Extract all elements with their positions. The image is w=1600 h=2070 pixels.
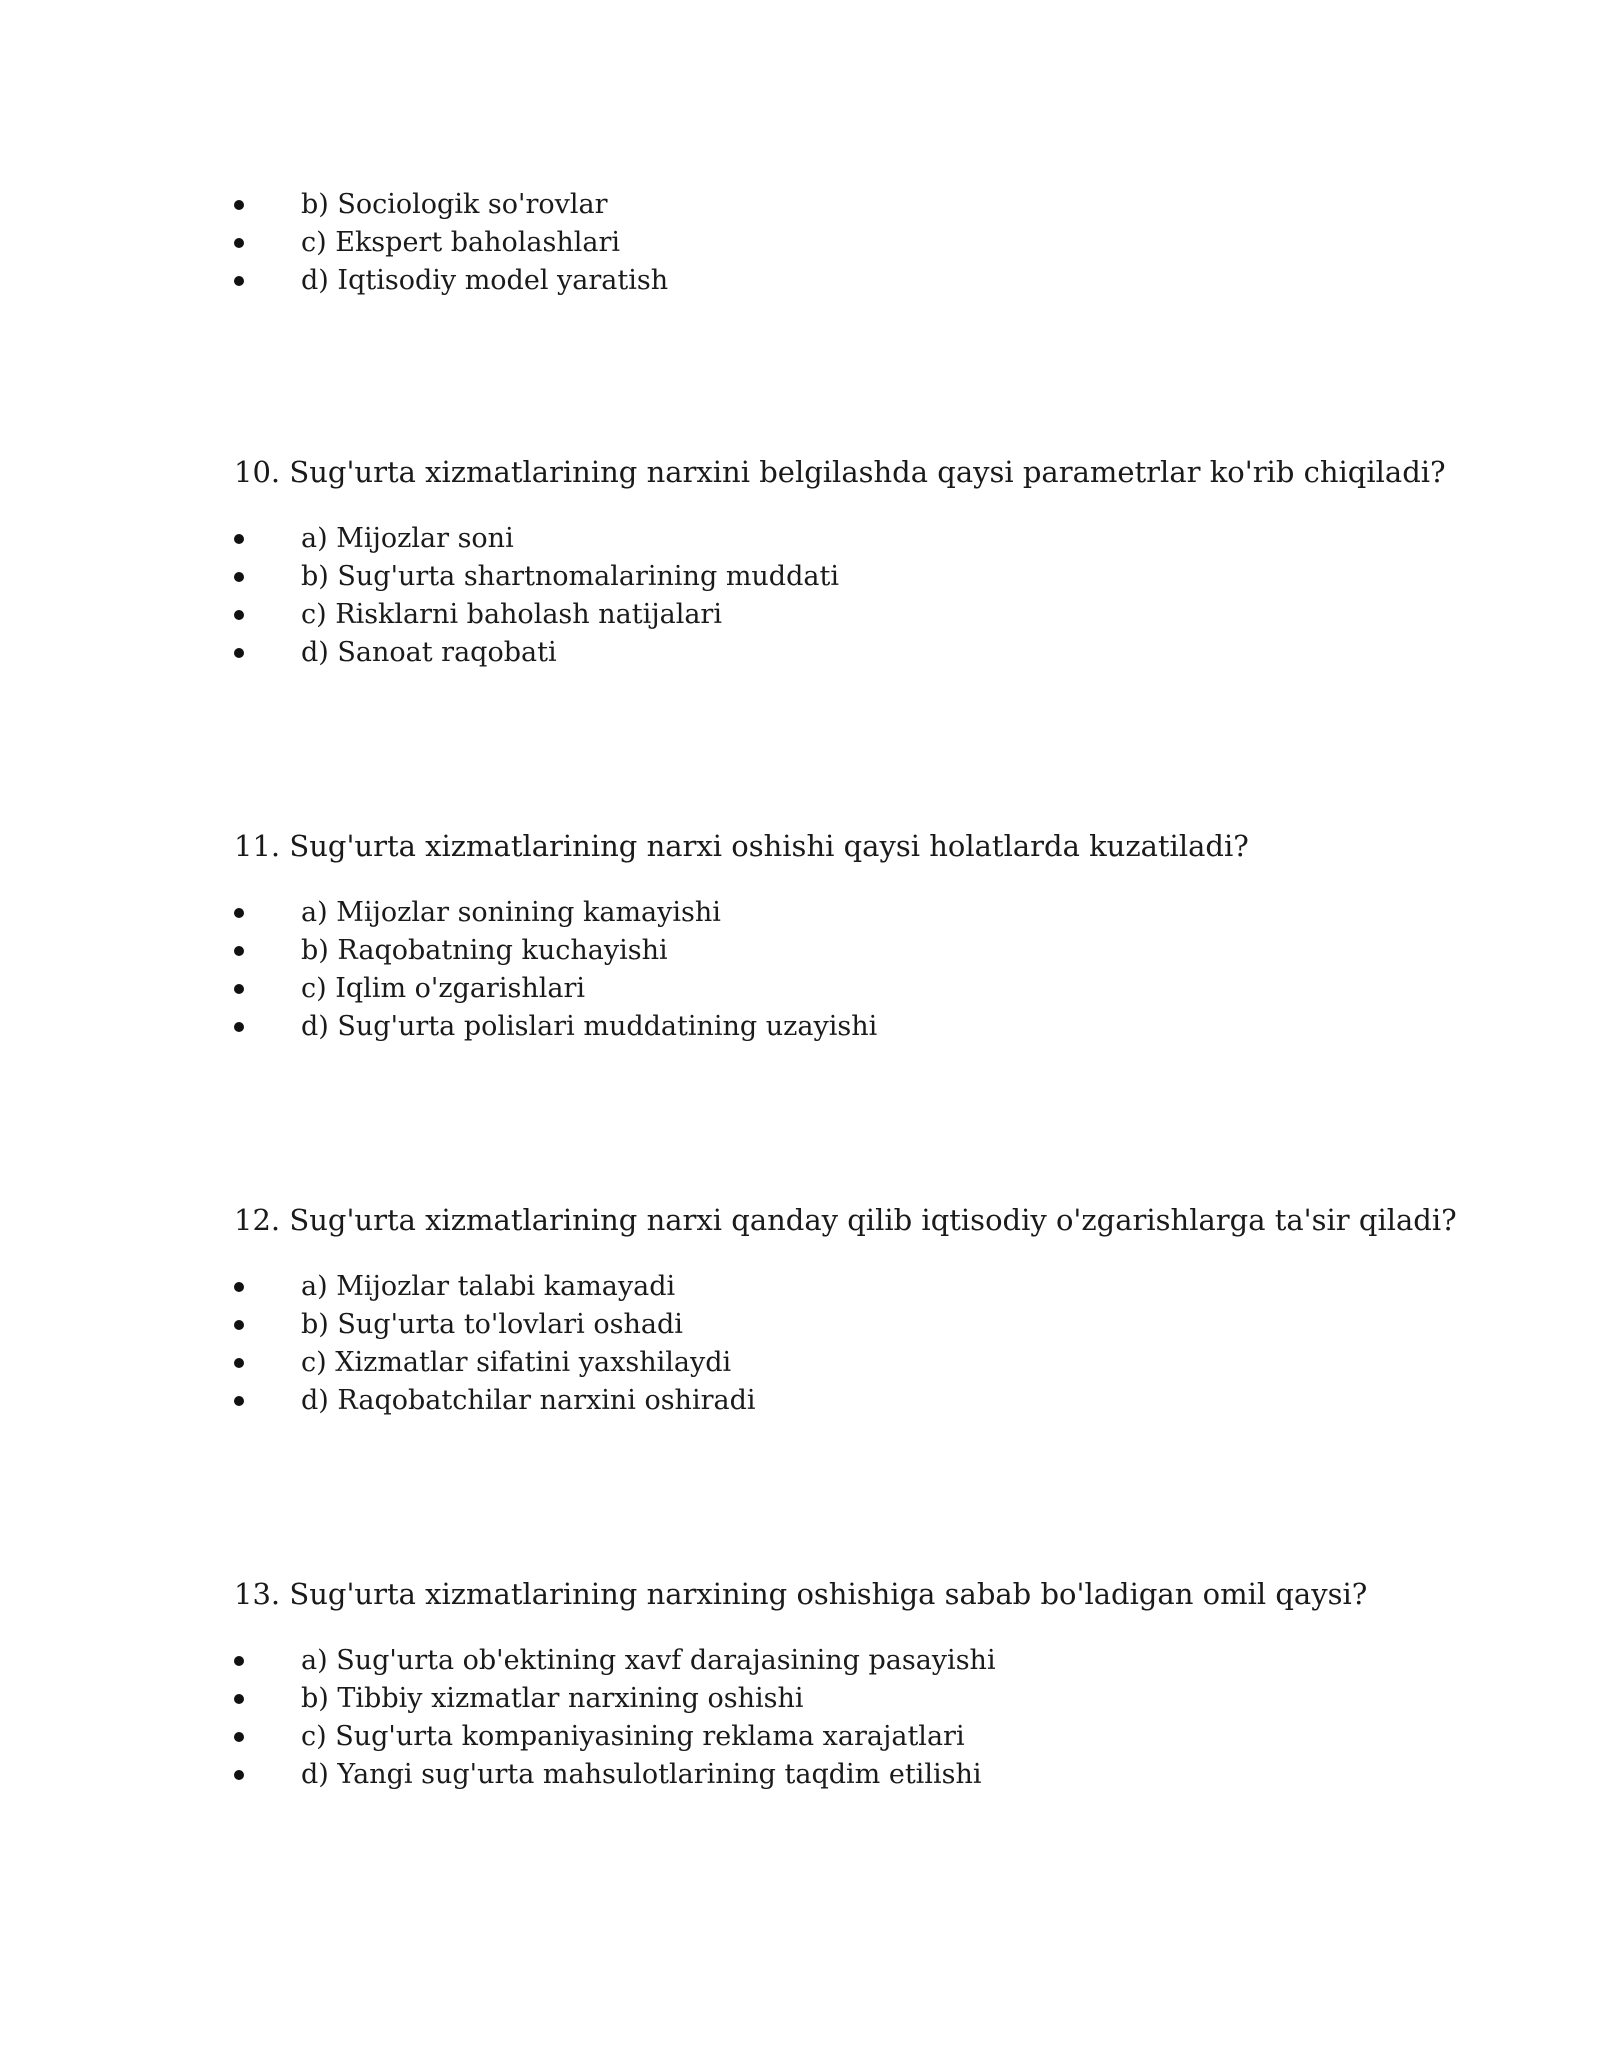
- bullet-icon: [234, 200, 244, 210]
- question-block: [234, 828, 1434, 1046]
- option-item: [234, 596, 1434, 634]
- option-text: c) Sug'urta kompaniyasining reklama xarajatlari: [301, 1721, 965, 1752]
- option-text: b) Sug'urta to'lovlari oshadi: [301, 1309, 683, 1340]
- option-item: [234, 634, 1434, 672]
- option-item: [234, 1382, 1434, 1420]
- option-text: d) Sanoat raqobati: [301, 637, 557, 668]
- question-block: [234, 1576, 1434, 1794]
- option-text: b) Sociologik so'rovlar: [301, 189, 608, 220]
- question-text: 10. Sug'urta xizmatlarining narxini belgilashda qaysi parametrlar ko'rib chiqiladi?: [234, 455, 1446, 489]
- option-text: d) Yangi sug'urta mahsulotlarining taqdim etilishi: [301, 1759, 982, 1790]
- option-text: c) Xizmatlar sifatini yaxshilaydi: [301, 1347, 732, 1378]
- bullet-icon: [234, 1770, 244, 1780]
- option-text: c) Ekspert baholashlari: [301, 227, 621, 258]
- bullet-icon: [234, 648, 244, 658]
- bullet-icon: [234, 1694, 244, 1704]
- option-text: b) Sug'urta shartnomalarining muddati: [301, 561, 839, 592]
- option-item: [234, 1680, 1434, 1718]
- option-item: [234, 224, 1434, 262]
- option-item: [234, 262, 1434, 300]
- bullet-icon: [234, 946, 244, 956]
- option-item: [234, 1008, 1434, 1046]
- bullet-icon: [234, 238, 244, 248]
- option-text: a) Mijozlar talabi kamayadi: [301, 1271, 676, 1302]
- option-item: [234, 1718, 1434, 1756]
- bullet-icon: [234, 1656, 244, 1666]
- bullet-icon: [234, 1320, 244, 1330]
- option-item: [234, 1642, 1434, 1680]
- option-list: [234, 1268, 1434, 1420]
- option-text: b) Raqobatning kuchayishi: [301, 935, 668, 966]
- bullet-icon: [234, 1732, 244, 1742]
- option-item: [234, 558, 1434, 596]
- bullet-icon: [234, 908, 244, 918]
- option-item: [234, 932, 1434, 970]
- option-text: b) Tibbiy xizmatlar narxining oshishi: [301, 1683, 804, 1714]
- bullet-icon: [234, 984, 244, 994]
- bullet-icon: [234, 1022, 244, 1032]
- option-text: c) Risklarni baholash natijalari: [301, 599, 722, 630]
- bullet-icon: [234, 1282, 244, 1292]
- option-item: [234, 970, 1434, 1008]
- continued-options-block: [234, 186, 1434, 300]
- option-item: [234, 1756, 1434, 1794]
- option-list: [234, 186, 1434, 300]
- bullet-icon: [234, 534, 244, 544]
- bullet-icon: [234, 1358, 244, 1368]
- option-text: a) Sug'urta ob'ektining xavf darajasining pasayishi: [301, 1645, 996, 1676]
- option-text: d) Sug'urta polislari muddatining uzayishi: [301, 1011, 878, 1042]
- option-item: [234, 1306, 1434, 1344]
- option-text: d) Raqobatchilar narxini oshiradi: [301, 1385, 756, 1416]
- option-list: [234, 894, 1434, 1046]
- question-text: 12. Sug'urta xizmatlarining narxi qanday qilib iqtisodiy o'zgarishlarga ta'sir qiladi?: [234, 1203, 1457, 1237]
- question-block: [234, 454, 1446, 672]
- question-text: 11. Sug'urta xizmatlarining narxi oshishi qaysi holatlarda kuzatiladi?: [234, 829, 1249, 863]
- option-item: [234, 894, 1434, 932]
- option-item: [234, 1344, 1434, 1382]
- option-list: [234, 1642, 1434, 1794]
- option-item: [234, 520, 1434, 558]
- option-text: c) Iqlim o'zgarishlari: [301, 973, 585, 1004]
- option-text: a) Mijozlar soni: [301, 523, 514, 554]
- bullet-icon: [234, 572, 244, 582]
- option-list: [234, 520, 1434, 672]
- bullet-icon: [234, 1396, 244, 1406]
- option-item: [234, 186, 1434, 224]
- bullet-icon: [234, 276, 244, 286]
- question-block: [234, 1202, 1457, 1420]
- question-text: 13. Sug'urta xizmatlarining narxining oshishiga sabab bo'ladigan omil qaysi?: [234, 1577, 1368, 1611]
- option-text: d) Iqtisodiy model yaratish: [301, 265, 669, 296]
- option-text: a) Mijozlar sonining kamayishi: [301, 897, 721, 928]
- bullet-icon: [234, 610, 244, 620]
- option-item: [234, 1268, 1434, 1306]
